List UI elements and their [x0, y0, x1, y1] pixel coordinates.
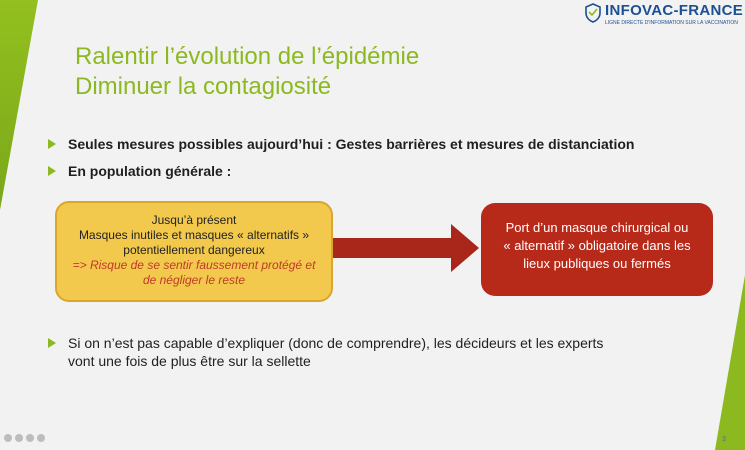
decor-green-left	[0, 0, 38, 210]
menu-tool-icon[interactable]	[37, 434, 45, 442]
logo-subtitle: LIGNE DIRECTE D'INFORMATION SUR LA VACCINATION	[605, 20, 738, 26]
presentation-toolbar	[4, 434, 45, 442]
bullet-2-text: En population générale :	[68, 163, 232, 179]
box-right-line-1: Port d’un masque chirurgical ou	[505, 220, 689, 235]
arrow-right-icon	[333, 222, 479, 274]
decor-green-right	[715, 275, 745, 450]
slide-title	[75, 42, 419, 102]
page-number: 3	[722, 436, 726, 443]
box-left-line-5: de négliger le reste	[142, 273, 246, 287]
bullet-triangle-icon	[48, 139, 56, 149]
box-left-line-4: => Risque de se sentir faussement protégé et	[72, 258, 316, 272]
box-right-line-2: « alternatif » obligatoire dans les	[503, 238, 691, 253]
box-left-line-3: potentiellement dangereux	[123, 243, 265, 257]
view-tool-icon[interactable]	[26, 434, 34, 442]
box-left-line-1: Jusqu’à présent	[151, 213, 237, 227]
box-right-line-3: lieux publiques ou fermés	[523, 256, 671, 271]
title-line-1: Ralentir l’évolution de l’épidémie	[75, 43, 420, 70]
bullet-3-line-1: Si on n’est pas capable d’expliquer (donc de comprendre), les décideurs et les experts	[68, 335, 604, 351]
box-left-line-2: Masques inutiles et masques « alternatifs »	[78, 228, 310, 242]
bullet-1	[48, 135, 634, 153]
pen-tool-icon[interactable]	[4, 434, 12, 442]
shield-icon	[584, 3, 602, 23]
bullet-3	[48, 334, 603, 370]
pointer-tool-icon[interactable]	[15, 434, 23, 442]
bullet-2	[48, 162, 231, 180]
box-current-situation	[55, 201, 333, 302]
infovac-logo	[583, 2, 743, 28]
title-line-2: Diminuer la contagiosité	[75, 73, 332, 100]
logo-text: INFOVAC-FRANCE	[605, 2, 744, 19]
box-mandatory-mask	[481, 203, 713, 296]
bullet-triangle-icon	[48, 338, 56, 348]
bullet-3-line-2: vont une fois de plus être sur la sellette	[68, 353, 311, 369]
bullet-triangle-icon	[48, 166, 56, 176]
bullet-1-text: Seules mesures possibles aujourd’hui : Gestes barrières et mesures de distanciation	[68, 136, 635, 152]
